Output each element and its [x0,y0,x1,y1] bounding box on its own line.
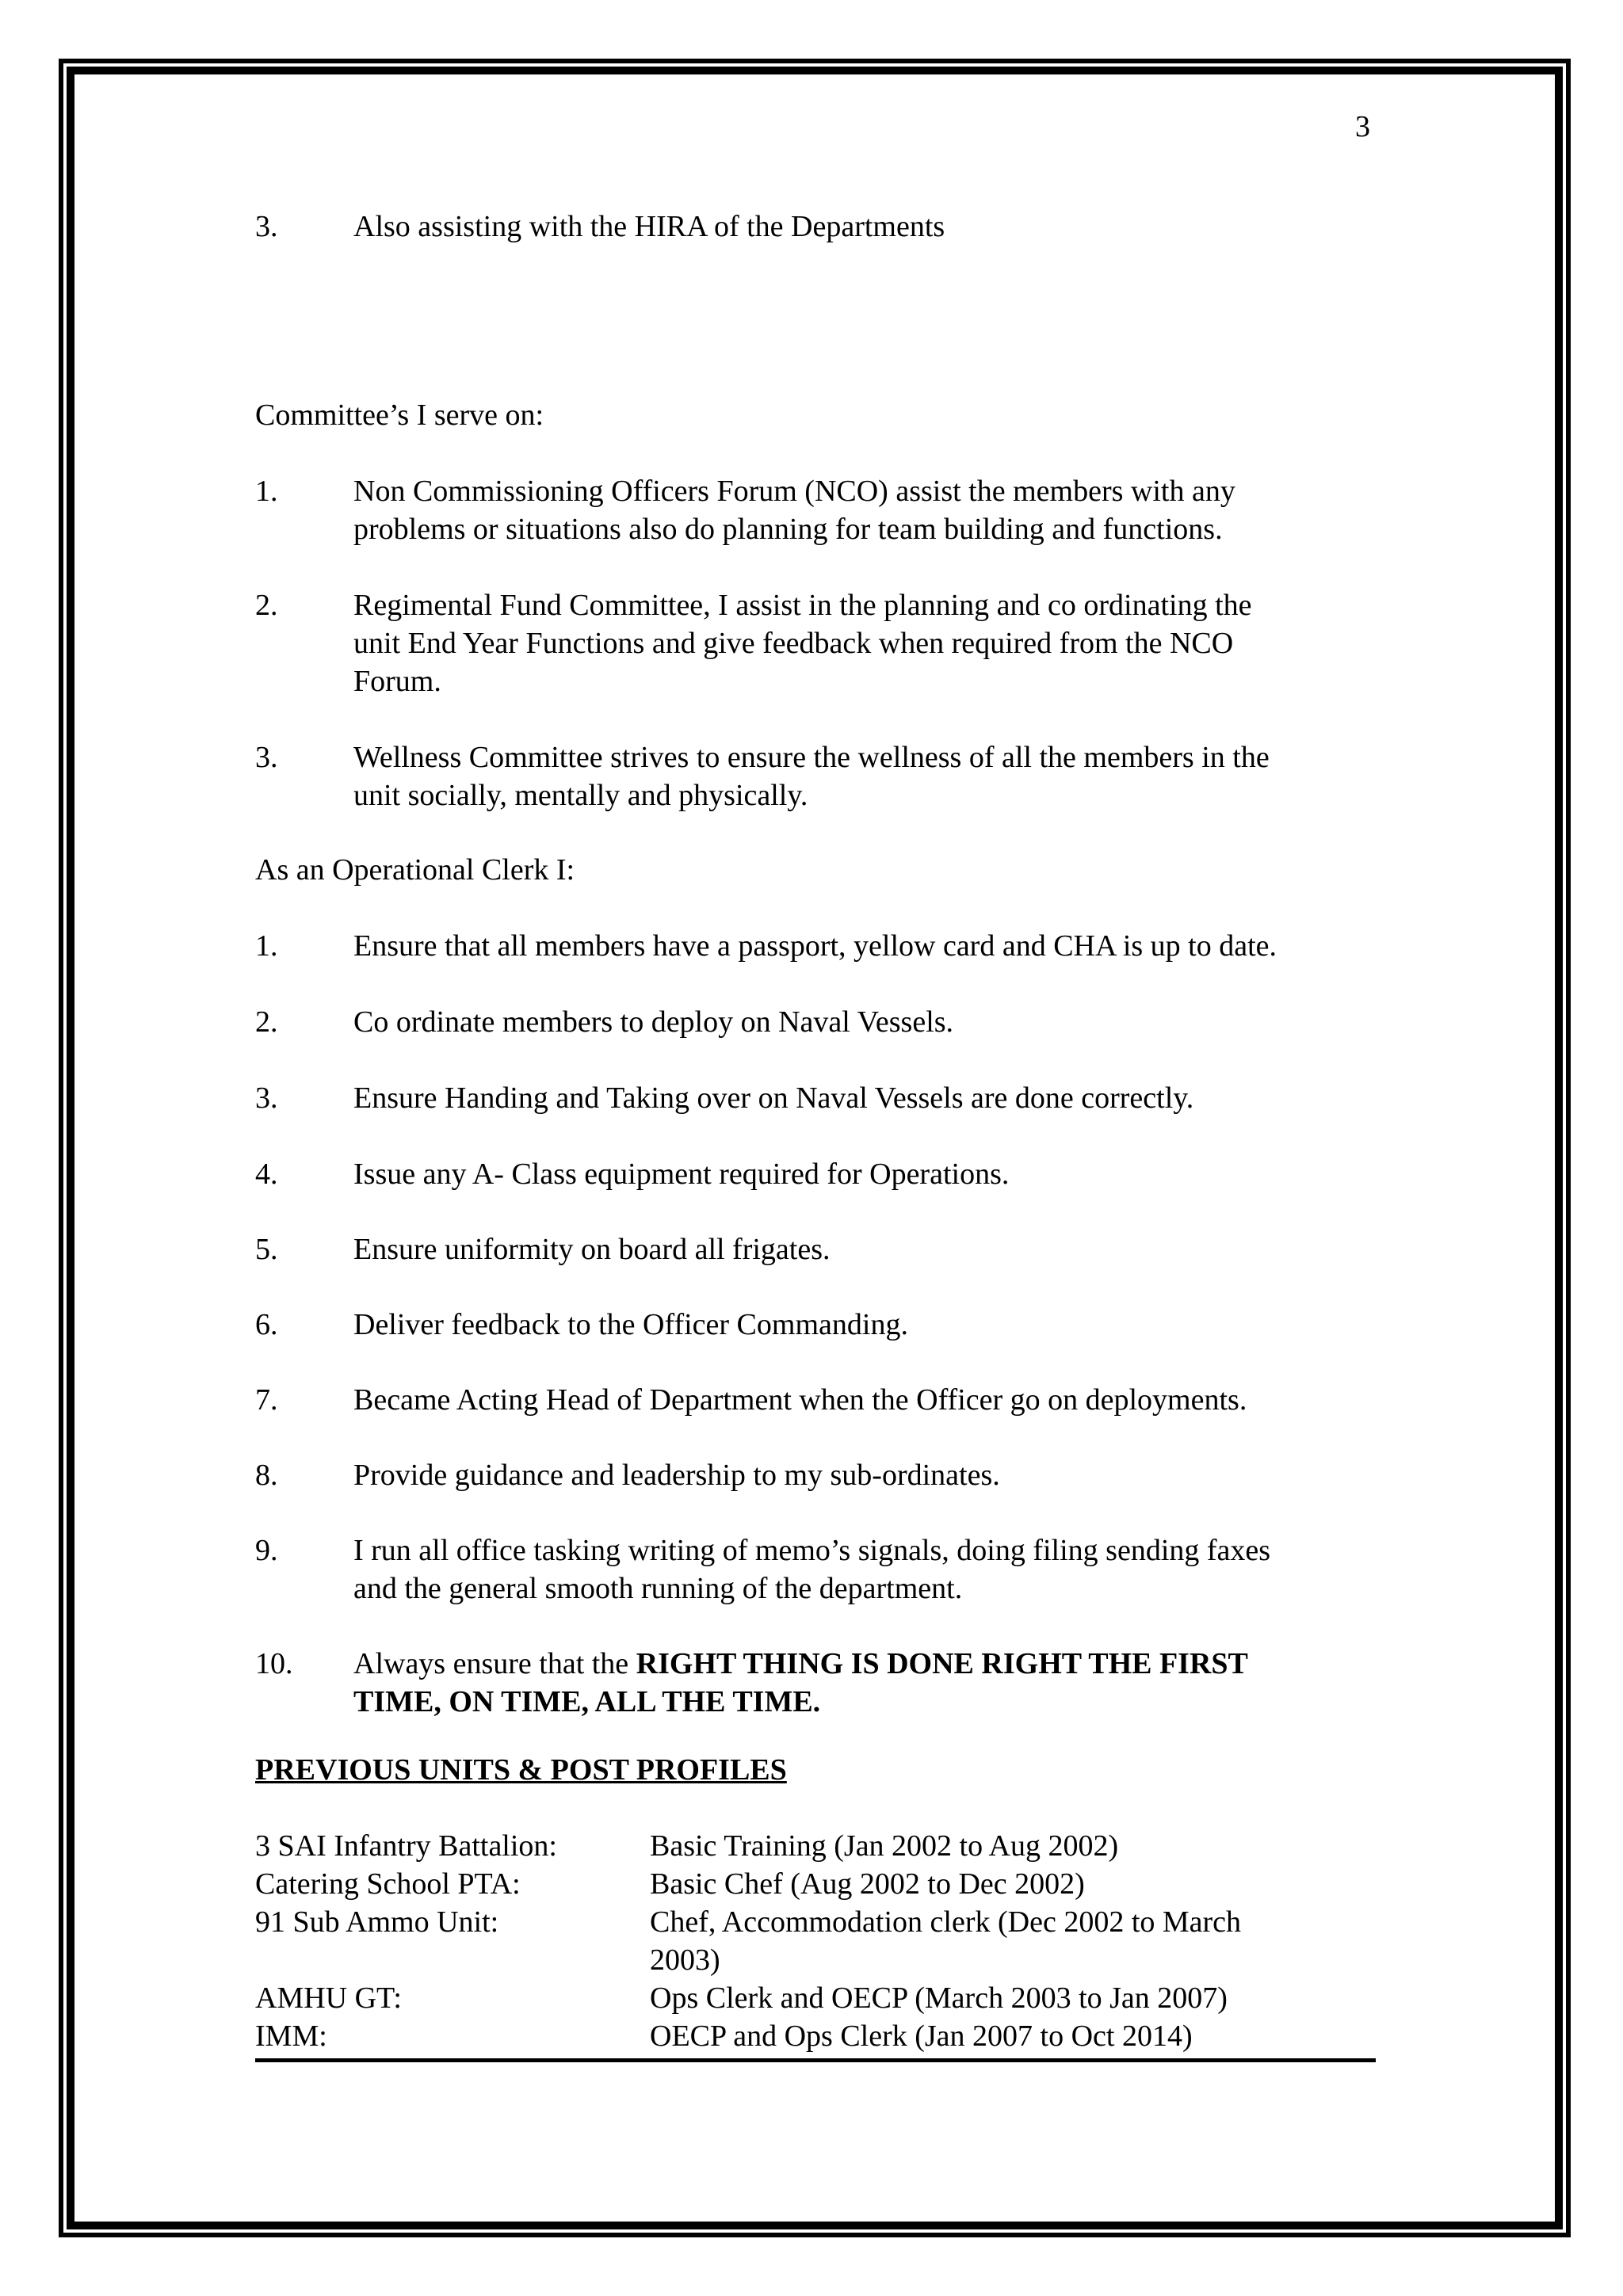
operational-item-number: 1. [255,929,278,963]
page-number: 3 [1355,110,1370,143]
committee-item-line: problems or situations also do planning for team building and functions. [353,513,1223,546]
operational-item-emphasis: TIME, ON TIME, ALL THE TIME. [353,1685,821,1718]
operational-item-text: Deliver feedback to the Officer Commanding. [353,1308,908,1341]
committees-heading: Committee’s I serve on: [255,399,544,432]
committee-item-line: Regimental Fund Committee, I assist in the planning and co ordinating the [353,589,1252,622]
operational-item-number: 4. [255,1158,278,1191]
unit-name: IMM: [255,2019,327,2053]
unit-row [255,1903,1376,1979]
operational-item-number: 5. [255,1233,278,1266]
operational-item-number: 2. [255,1005,278,1039]
unit-profile: Ops Clerk and OECP (March 2003 to Jan 2007) [650,1981,1228,2015]
operational-item-line [353,1645,1248,1683]
unit-profile: Chef, Accommodation clerk (Dec 2002 to March 2003) [650,1905,1242,1977]
unit-name: Catering School PTA: [255,1867,521,1901]
intro-item-number: 3. [255,210,278,243]
operational-item-emphasis: RIGHT THING IS DONE RIGHT THE FIRST [636,1647,1248,1680]
previous-units-table [255,1827,1376,2062]
operational-item-text: Co ordinate members to deploy on Naval Vessels. [353,1005,954,1039]
unit-row [255,1827,1376,1865]
unit-name: AMHU GT: [255,1981,402,2015]
operational-item-number: 8. [255,1459,278,1492]
unit-row [255,2017,1376,2055]
committee-item-line: Forum. [353,665,441,698]
operational-heading: As an Operational Clerk I: [255,853,575,887]
committee-item-line: unit End Year Functions and give feedback when required from the NCO [353,627,1234,660]
operational-item-number: 10. [255,1647,293,1680]
operational-item-text: Issue any A- Class equipment required for Operations. [353,1158,1010,1191]
unit-profile: Basic Training (Jan 2002 to Aug 2002) [650,1829,1119,1863]
operational-item-text: Ensure that all members have a passport, yellow card and CHA is up to date. [353,929,1277,963]
operational-item-text: Ensure Handing and Taking over on Naval Vessels are done correctly. [353,1081,1194,1115]
unit-profile: OECP and Ops Clerk (Jan 2007 to Oct 2014) [650,2019,1193,2053]
operational-item-number: 6. [255,1308,278,1341]
operational-item-text: Ensure uniformity on board all frigates. [353,1233,831,1266]
operational-item-number: 9. [255,1534,278,1567]
operational-item-text: Provide guidance and leadership to my sub-ordinates. [353,1459,1000,1492]
operational-item-text: Became Acting Head of Department when the Officer go on deployments. [353,1383,1247,1417]
previous-units-heading: PREVIOUS UNITS & POST PROFILES [255,1753,787,1787]
unit-name: 91 Sub Ammo Unit: [255,1905,499,1939]
committee-item-line: Non Commissioning Officers Forum (NCO) assist the members with any [353,475,1235,508]
intro-item-text: Also assisting with the HIRA of the Departments [353,210,945,243]
committee-item-number: 2. [255,589,278,622]
committee-item-line: unit socially, mentally and physically. [353,779,808,812]
unit-name: 3 SAI Infantry Battalion: [255,1829,557,1863]
committee-item-number: 3. [255,741,278,774]
committee-item-line: Wellness Committee strives to ensure the wellness of all the members in the [353,741,1270,774]
operational-item-number: 3. [255,1081,278,1115]
operational-item-number: 7. [255,1383,278,1417]
unit-row [255,1865,1376,1903]
operational-item-line: I run all office tasking writing of memo’s signals, doing filing sending faxes [353,1534,1271,1567]
committee-item-number: 1. [255,475,278,508]
operational-item-line: and the general smooth running of the department. [353,1572,963,1605]
operational-item-prefix: Always ensure that the [353,1647,636,1680]
unit-row [255,1979,1376,2017]
unit-profile: Basic Chef (Aug 2002 to Dec 2002) [650,1867,1085,1901]
